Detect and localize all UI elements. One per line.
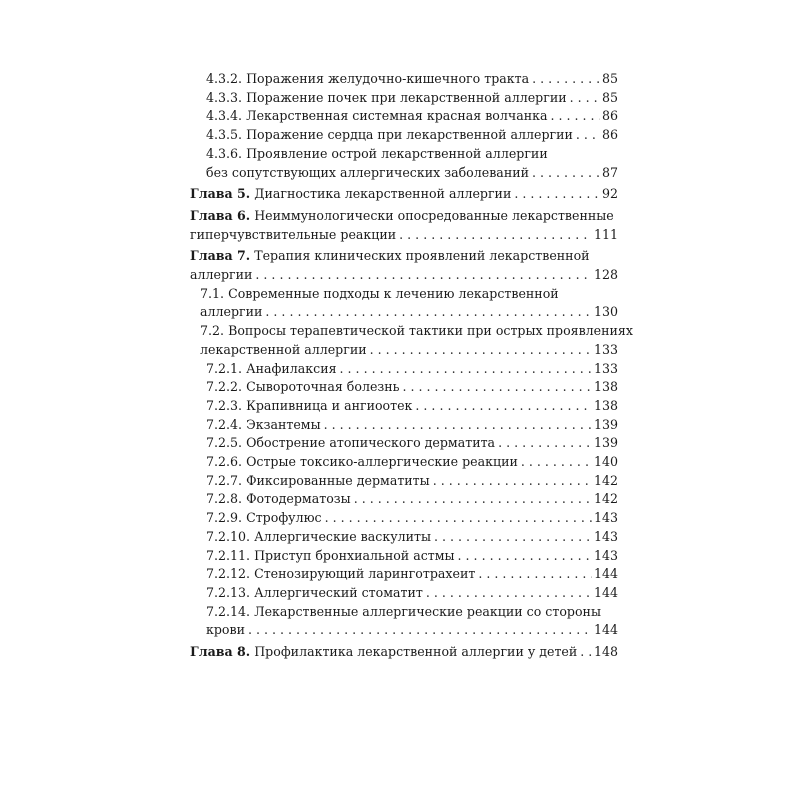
section-number: 7.2.12. xyxy=(206,566,251,582)
entry-title: Стенозирующий ларинготрахеит xyxy=(254,566,476,582)
entry-title: Поражение сердца при лекарственной аллергии xyxy=(246,127,573,143)
dot-leader xyxy=(478,565,592,584)
toc-entry xyxy=(190,378,618,397)
entry-text xyxy=(206,70,529,89)
entry-text xyxy=(190,185,511,204)
page-number: 143 xyxy=(593,528,618,544)
toc-entry xyxy=(190,360,618,379)
chapter-label: Глава 6. xyxy=(190,207,251,223)
toc-entry xyxy=(190,584,618,603)
entry-title: Лекарственные аллергические реакции со стороны xyxy=(254,603,601,619)
dot-leader xyxy=(580,643,592,662)
toc-entry-final-line xyxy=(206,490,618,509)
toc-chapter-entry xyxy=(190,247,618,284)
toc-entry-final-line xyxy=(190,266,618,285)
section-number: 7.2.8. xyxy=(206,491,243,507)
entry-title: аллергии xyxy=(200,304,263,320)
entry-title: крови xyxy=(206,622,245,638)
toc-entry xyxy=(190,416,618,435)
entry-title: Фотодерматозы xyxy=(246,491,351,507)
toc-chapter-entry xyxy=(190,185,618,204)
entry-text xyxy=(206,378,400,397)
dot-leader xyxy=(324,416,592,435)
entry-title: Поражения желудочно-кишечного тракта xyxy=(246,71,530,86)
page-number: 138 xyxy=(593,379,618,395)
entry-title: Современные подходы к лечению лекарственной xyxy=(228,285,559,301)
toc-entry xyxy=(190,322,633,359)
page-number: 140 xyxy=(593,454,618,470)
dot-leader xyxy=(576,126,600,145)
section-number: 7.2. xyxy=(200,323,225,339)
entry-title: Диагностика лекарственной аллергии xyxy=(254,186,512,202)
toc-entry xyxy=(190,126,618,145)
section-number: 7.2.5. xyxy=(206,435,243,451)
dot-leader xyxy=(433,472,592,491)
dot-leader xyxy=(532,164,600,183)
entry-title: аллергии xyxy=(190,267,253,283)
entry-text xyxy=(206,528,431,547)
toc-entry-final-line xyxy=(206,434,618,453)
entry-text xyxy=(206,126,573,145)
entry-title: Фиксированные дерматиты xyxy=(246,472,430,488)
toc-entry-final-line xyxy=(206,509,618,528)
section-number: 7.2.7. xyxy=(206,472,243,488)
toc-entry-final-line xyxy=(206,378,618,397)
entry-title: Строфулюс xyxy=(246,510,322,526)
entry-text xyxy=(206,434,495,453)
chapter-label: Глава 5. xyxy=(190,186,251,202)
entry-text xyxy=(206,416,321,435)
page-number: 85 xyxy=(601,71,618,86)
chapter-label: Глава 8. xyxy=(190,644,251,660)
toc-entry xyxy=(190,565,618,584)
entry-title: Терапия клинических проявлений лекарственной xyxy=(254,248,590,264)
dot-leader xyxy=(255,266,592,285)
toc-entry-final-line xyxy=(206,164,618,183)
entry-text xyxy=(206,360,337,379)
toc-entry xyxy=(190,89,618,108)
section-number: 4.3.3. xyxy=(206,89,243,105)
toc-entry-line xyxy=(190,247,618,266)
page-number: 142 xyxy=(593,472,618,488)
dot-leader xyxy=(265,303,592,322)
toc-entry-line xyxy=(200,322,633,341)
entry-title: Острые токсико-аллергические реакции xyxy=(246,454,518,470)
entry-title: без сопутствующих аллергических заболеваний xyxy=(206,164,529,180)
section-number: 4.3.4. xyxy=(206,108,243,124)
entry-text xyxy=(206,164,529,183)
toc-entry xyxy=(190,70,618,89)
toc-entry xyxy=(190,547,618,566)
toc-entry xyxy=(190,472,618,491)
section-number: 7.2.9. xyxy=(206,510,243,526)
entry-text xyxy=(206,89,567,108)
entry-title: Приступ бронхиальной астмы xyxy=(254,547,455,563)
toc-entry xyxy=(190,490,618,509)
toc-entry-final-line xyxy=(206,70,618,89)
entry-title: Экзантемы xyxy=(246,416,321,432)
entry-text xyxy=(206,490,351,509)
section-number: 4.3.6. xyxy=(206,145,243,161)
toc-entry-line xyxy=(206,603,618,622)
toc-entry xyxy=(190,107,618,126)
entry-text xyxy=(206,547,455,566)
section-number: 7.2.6. xyxy=(206,454,243,470)
page-number: 111 xyxy=(593,226,618,242)
toc-entry-final-line xyxy=(206,416,618,435)
dot-leader xyxy=(570,89,600,108)
page-number: 143 xyxy=(593,547,618,563)
entry-title: Неиммунологически опосредованные лекарственные xyxy=(254,207,614,223)
toc-entry-final-line xyxy=(190,185,618,204)
entry-text xyxy=(206,621,245,640)
entry-title: Анафилаксия xyxy=(246,360,337,376)
page-number: 142 xyxy=(593,491,618,507)
section-number: 7.2.1. xyxy=(206,360,243,376)
toc-entry-line xyxy=(190,207,618,226)
toc-chapter-entry xyxy=(190,643,618,662)
entry-text xyxy=(206,472,430,491)
toc-entry-final-line xyxy=(190,643,618,662)
toc-entry xyxy=(190,434,618,453)
entry-text xyxy=(200,303,262,322)
dot-leader xyxy=(514,185,600,204)
dot-leader xyxy=(399,226,592,245)
entry-text xyxy=(206,509,322,528)
entry-title: Сывороточная болезнь xyxy=(246,379,400,395)
entry-text xyxy=(206,107,547,126)
dot-leader xyxy=(415,397,592,416)
entry-title: Профилактика лекарственной аллергии у детей xyxy=(254,644,578,660)
page-number: 86 xyxy=(601,108,618,124)
toc-entry xyxy=(190,397,618,416)
section-number: 7.2.10. xyxy=(206,528,251,544)
entry-title: Проявление острой лекарственной аллергии xyxy=(246,145,548,161)
toc-entry-final-line xyxy=(206,528,618,547)
toc-entry-final-line xyxy=(206,472,618,491)
entry-title: Аллергический стоматит xyxy=(254,584,423,600)
toc-entry-final-line xyxy=(200,303,618,322)
toc-entry-final-line xyxy=(206,360,618,379)
toc-entry-final-line xyxy=(206,397,618,416)
toc-entry-final-line xyxy=(200,341,618,360)
entry-title: Вопросы терапевтической тактики при острых проявлениях xyxy=(228,323,633,339)
toc-entry xyxy=(190,453,618,472)
entry-text xyxy=(206,397,412,416)
page-number: 133 xyxy=(593,360,618,376)
page-number: 144 xyxy=(593,622,618,638)
toc-entry-final-line xyxy=(206,565,618,584)
toc-entry-line xyxy=(200,285,618,304)
section-number: 7.2.13. xyxy=(206,584,251,600)
toc-entry-final-line xyxy=(206,584,618,603)
entry-text xyxy=(190,266,252,285)
page-number: 148 xyxy=(593,644,618,660)
toc-entry-final-line xyxy=(206,107,618,126)
entry-text xyxy=(190,643,577,662)
dot-leader xyxy=(248,621,592,640)
dot-leader xyxy=(325,509,592,528)
entry-title: Аллергические васкулиты xyxy=(254,528,431,544)
toc-entry-final-line xyxy=(206,453,618,472)
dot-leader xyxy=(532,70,600,89)
dot-leader xyxy=(370,341,592,360)
section-number: 7.1. xyxy=(200,285,225,301)
toc-entry xyxy=(190,528,618,547)
toc-entry xyxy=(190,285,618,322)
entry-text xyxy=(206,453,518,472)
section-number: 7.2.2. xyxy=(206,379,243,395)
page-number: 144 xyxy=(593,566,618,582)
dot-leader xyxy=(354,490,592,509)
toc-entry-final-line xyxy=(206,89,618,108)
entry-text xyxy=(190,226,396,245)
page-number: 139 xyxy=(593,435,618,451)
entry-title: Поражение почек при лекарственной аллергии xyxy=(246,89,567,105)
dot-leader xyxy=(340,360,592,379)
entry-text xyxy=(206,584,423,603)
entry-text xyxy=(200,341,367,360)
toc-entry xyxy=(190,509,618,528)
section-number: 7.2.3. xyxy=(206,397,243,413)
dot-leader xyxy=(434,528,592,547)
dot-leader xyxy=(498,434,592,453)
entry-title: гиперчувствительные реакции xyxy=(190,226,397,242)
toc-entry-final-line xyxy=(190,226,618,245)
page-number: 143 xyxy=(593,510,618,526)
toc-entry xyxy=(190,603,618,640)
dot-leader xyxy=(426,584,592,603)
dot-leader xyxy=(550,107,599,126)
page-number: 86 xyxy=(601,127,618,143)
entry-title: лекарственной аллергии xyxy=(200,341,367,357)
page-number: 144 xyxy=(593,584,618,600)
entry-title: Крапивница и ангиоотек xyxy=(246,397,413,413)
page-number: 139 xyxy=(593,416,618,432)
section-number: 7.2.4. xyxy=(206,416,243,432)
toc-entry-final-line xyxy=(206,547,618,566)
page-number: 128 xyxy=(593,267,618,283)
page-number: 130 xyxy=(593,304,618,320)
dot-leader xyxy=(458,547,592,566)
page-number: 87 xyxy=(601,164,618,180)
entry-title: Обострение атопического дерматита xyxy=(246,435,496,451)
chapter-label: Глава 7. xyxy=(190,248,251,264)
page-number: 133 xyxy=(593,341,618,357)
toc-entry-final-line xyxy=(206,126,618,145)
page-number: 92 xyxy=(601,186,618,202)
table-of-contents xyxy=(190,70,633,662)
toc-chapter-entry xyxy=(190,207,618,244)
toc-entry xyxy=(190,145,618,182)
section-number: 4.3.2. xyxy=(206,71,243,86)
page-number: 85 xyxy=(601,89,618,105)
dot-leader xyxy=(521,453,592,472)
toc-entry-final-line xyxy=(206,621,618,640)
dot-leader xyxy=(403,378,592,397)
section-number: 7.2.11. xyxy=(206,547,251,563)
section-number: 4.3.5. xyxy=(206,127,243,143)
entry-text xyxy=(206,565,475,584)
section-number: 7.2.14. xyxy=(206,603,251,619)
page-number: 138 xyxy=(593,397,618,413)
entry-title: Лекарственная системная красная волчанка xyxy=(246,108,548,124)
toc-entry-line xyxy=(206,145,618,164)
